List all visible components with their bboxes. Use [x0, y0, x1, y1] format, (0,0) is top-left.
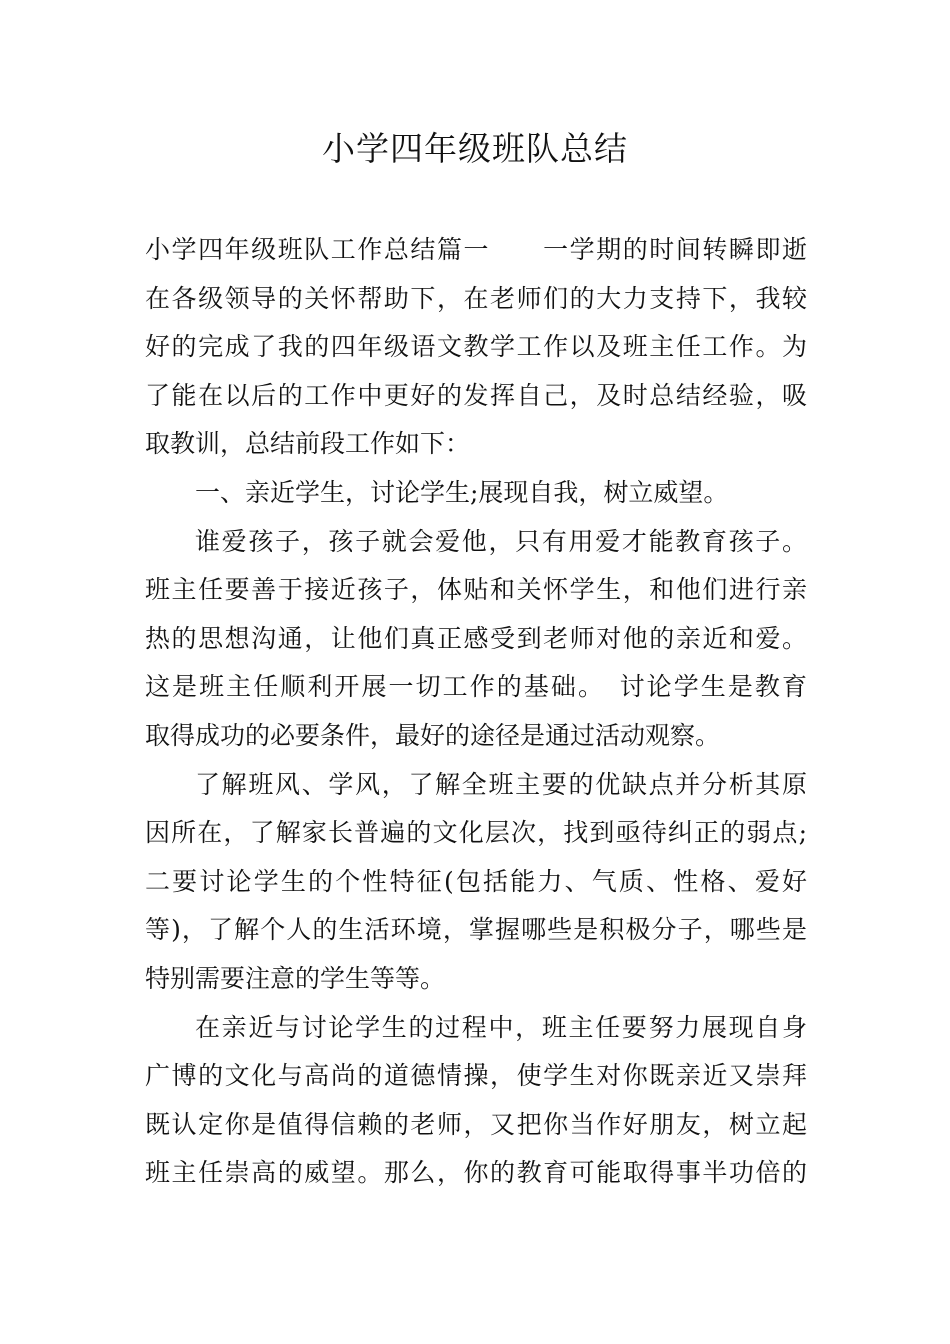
- text-line: 谁爱孩子，孩子就会爱他，只有用爱才能教育孩子。: [195, 526, 807, 556]
- text-line: 在各级领导的关怀帮助下，在老师们的大力支持下，我较: [145, 283, 807, 313]
- text-line: 班主任崇高的威望。那么，你的教育可能取得事半功倍的: [145, 1158, 807, 1188]
- text-line: 二要讨论学生的个性特征(包括能力、气质、性格、爱好: [145, 866, 807, 896]
- text-line: 好的完成了我的四年级语文教学工作以及班主任工作。为: [145, 332, 807, 362]
- text-line: 热的思想沟通，让他们真正感受到老师对他的亲近和爱。: [145, 623, 807, 653]
- text-line: 班主任要善于接近孩子，体贴和关怀学生，和他们进行亲: [145, 575, 807, 605]
- text-line: 取教训，总结前段工作如下：: [145, 429, 471, 459]
- text-line: 特别需要注意的学生等等。: [145, 963, 446, 993]
- document-title: 小学四年级班队总结: [322, 129, 628, 168]
- text-line: 这是班主任顺利开展一切工作的基础。 讨论学生是教育: [145, 672, 807, 702]
- text-line: 取得成功的必要条件，最好的途径是通过活动观察。: [145, 720, 721, 750]
- text-line: 在亲近与讨论学生的过程中，班主任要努力展现自身: [195, 1012, 807, 1042]
- text-line: 小学四年级班队工作总结篇一 一学期的时间转瞬即逝: [145, 235, 807, 264]
- text-line: 因所在，了解家长普遍的文化层次，找到亟待纠正的弱点;: [145, 818, 807, 848]
- text-line: 既认定你是值得信赖的老师，又把你当作好朋友，树立起: [145, 1109, 807, 1139]
- text-line: 广博的文化与高尚的道德情操，使学生对你既亲近又崇拜: [145, 1061, 807, 1091]
- document-body: [145, 226, 807, 1198]
- text-line: 了解班风、学风，了解全班主要的优缺点并分析其原: [195, 769, 807, 799]
- text-line: 了能在以后的工作中更好的发挥自己，及时总结经验，吸: [145, 380, 807, 410]
- text-line: 等)，了解个人的生活环境，掌握哪些是积极分子，哪些是: [145, 915, 807, 945]
- text-line: 一、亲近学生，讨论学生;展现自我，树立威望。: [195, 477, 729, 507]
